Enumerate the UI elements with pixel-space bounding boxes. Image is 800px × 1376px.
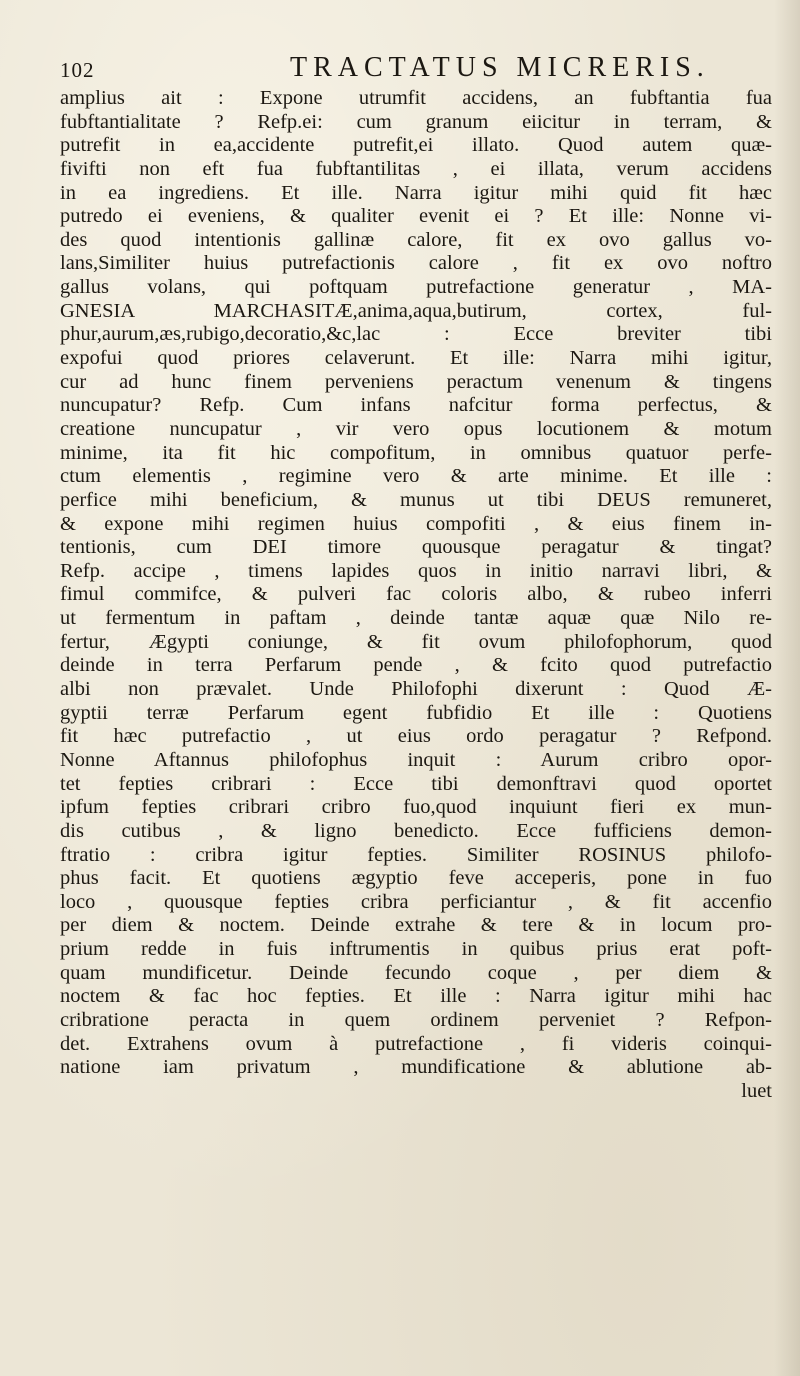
text-line: ftratio : cribra igitur fepties. Similiter ROSINUS philofo- — [60, 843, 772, 866]
page-header — [60, 52, 760, 88]
text-line: putredo ei eveniens, & qualiter evenit ei ? Et ille: Nonne vi- — [60, 205, 772, 228]
text-line: quam mundificetur. Deinde fecundo coque , per diem & — [60, 961, 772, 984]
text-line: per diem & noctem. Deinde extrahe & tere & in locum pro- — [60, 914, 772, 937]
text-line: & expone mihi regimen huius compofiti , & eius finem in- — [60, 512, 772, 535]
text-line: fimul commifce, & pulveri fac coloris albo, & rubeo inferri — [60, 583, 772, 606]
body-text — [60, 87, 772, 1104]
text-line: nuncupatur? Refp. Cum infans nafcitur forma perfectus, & — [60, 394, 772, 417]
text-line: albi non prævalet. Unde Philofophi dixerunt : Quod Æ- — [60, 678, 772, 701]
text-line: phur,aurum,æs,rubigo,decoratio,&c,lac : Ecce breviter tibi — [60, 323, 772, 346]
text-line: cur ad hunc finem perveniens peractum venenum & tingens — [60, 370, 772, 393]
text-line: Nonne Aftannus philofophus inquit : Aurum cribro opor- — [60, 748, 772, 771]
text-line: prium redde in fuis inftrumentis in quibus prius erat poft- — [60, 938, 772, 961]
text-line: ipfum fepties cribrari cribro fuo,quod inquiunt fieri ex mun- — [60, 796, 772, 819]
text-line: ctum elementis , regimine vero & arte minime. Et ille : — [60, 465, 772, 488]
page-number: 102 — [60, 58, 95, 82]
text-line: des quod intentionis gallinæ calore, fit ex ovo gallus vo- — [60, 228, 772, 251]
text-line: fit hæc putrefactio , ut eius ordo peragatur ? Refpond. — [60, 725, 772, 748]
text-line: phus facit. Et quotiens ægyptio feve acceperis, pone in fuo — [60, 867, 772, 890]
text-line: Refp. accipe , timens lapides quos in initio narravi libri, & — [60, 559, 772, 582]
running-title: TRACTATUS MICRERIS. — [290, 52, 710, 83]
text-line: perfice mihi beneficium, & munus ut tibi DEUS remuneret, — [60, 488, 772, 511]
text-line: noctem & fac hoc fepties. Et ille : Narra igitur mihi hac — [60, 985, 772, 1008]
catchword: luet — [741, 1079, 772, 1102]
text-line: det. Extrahens ovum à putrefactione , fi videris coinqui- — [60, 1032, 772, 1055]
text-line: putrefit in ea,accidente putrefit,ei illato. Quod autem quæ- — [60, 134, 772, 157]
text-line: ut fermentum in paftam , deinde tantæ aquæ quæ Nilo re- — [60, 607, 772, 630]
text-line: natione iam privatum , mundificatione & ablutione ab- — [60, 1056, 772, 1079]
text-line: dis cutibus , & ligno benedicto. Ecce fufficiens demon- — [60, 819, 772, 842]
text-line: minime, ita fit hic compofitum, in omnibus quatuor perfe- — [60, 441, 772, 464]
text-line: gallus volans, qui poftquam putrefactione generatur , MA- — [60, 276, 772, 299]
text-line: lans,Similiter huius putrefactionis calore , fit ex ovo noftro — [60, 252, 772, 275]
text-line: tentionis, cum DEI timore quousque peragatur & tingat? — [60, 536, 772, 559]
text-line: fivifti non eft fua fubftantilitas , ei illata, verum accidens — [60, 157, 772, 180]
text-line: tet fepties cribrari : Ecce tibi demonftravi quod oportet — [60, 772, 772, 795]
text-line: loco , quousque fepties cribra perficiantur , & fit accenfio — [60, 890, 772, 913]
text-line: GNESIA MARCHASITÆ,anima,aqua,butirum, cortex, ful- — [60, 299, 772, 322]
text-line: fertur, Ægypti coniunge, & fit ovum philofophorum, quod — [60, 630, 772, 653]
text-line: in ea ingrediens. Et ille. Narra igitur mihi quid fit hæc — [60, 181, 772, 204]
text-line: fubftantialitate ? Refp.ei: cum granum eiicitur in terram, & — [60, 110, 772, 133]
text-line: deinde in terra Perfarum pende , & fcito quod putrefactio — [60, 654, 772, 677]
text-line: expofui quod priores celaverunt. Et ille: Narra mihi igitur, — [60, 347, 772, 370]
text-line: gyptii terræ Perfarum egent fubfidio Et ille : Quotiens — [60, 701, 772, 724]
text-line: cribratione peracta in quem ordinem perveniet ? Refpon- — [60, 1008, 772, 1031]
page-edge-shadow — [774, 0, 800, 1376]
text-line: amplius ait : Expone utrumfit accidens, an fubftantia fua — [60, 87, 772, 109]
text-line: creatione nuncupatur , vir vero opus locutionem & motum — [60, 417, 772, 440]
